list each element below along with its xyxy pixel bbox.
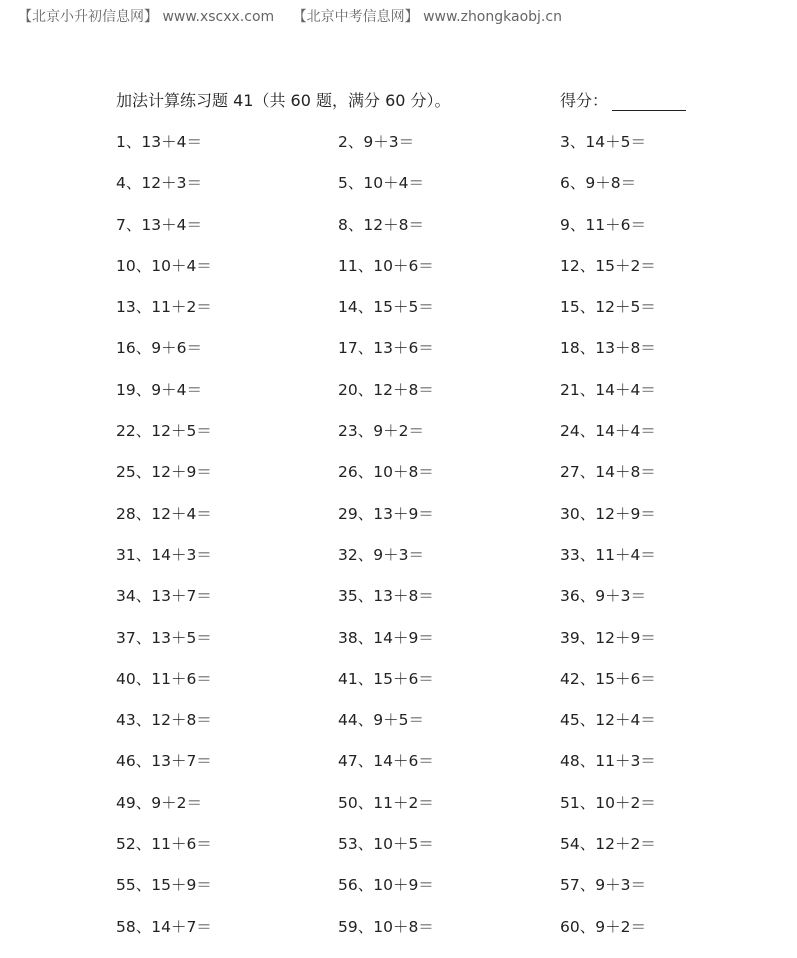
problem-row — [116, 130, 696, 171]
problem-item: 1、13＋4＝ — [116, 133, 202, 151]
header-link-xscxx[interactable]: 【北京小升初信息网】 www.xscxx.com — [18, 9, 275, 25]
problem-item: 4、12＋3＝ — [116, 174, 202, 193]
problem-item: 57、9＋3＝ — [560, 876, 646, 895]
problem-row — [116, 295, 696, 336]
problem-item: 34、13＋7＝ — [116, 587, 212, 606]
problem-row — [116, 502, 696, 543]
problem-item: 13、11＋2＝ — [116, 298, 212, 317]
problem-row — [116, 213, 696, 254]
problem-item: 23、9＋2＝ — [338, 422, 424, 441]
problem-item: 19、9＋4＝ — [116, 380, 202, 399]
problem-item: 28、12＋4＝ — [116, 504, 212, 523]
title-row — [116, 88, 696, 110]
problem-item: 5、10＋4＝ — [338, 174, 424, 193]
problem-item: 12、15＋2＝ — [560, 256, 656, 275]
problem-row — [116, 171, 696, 212]
problem-item: 25、12＋9＝ — [116, 463, 212, 482]
problem-row — [116, 626, 696, 667]
problem-item: 8、12＋8＝ — [338, 215, 424, 234]
problem-item: 3、14＋5＝ — [560, 133, 646, 151]
problem-item: 2、9＋3＝ — [338, 133, 415, 151]
problem-item: 21、14＋4＝ — [560, 380, 656, 399]
problem-row — [116, 584, 696, 625]
problem-item: 30、12＋9＝ — [560, 504, 656, 523]
problem-row — [116, 419, 696, 460]
problem-item: 39、12＋9＝ — [560, 628, 656, 647]
problem-item: 38、14＋9＝ — [338, 628, 434, 647]
score-blank[interactable] — [612, 94, 686, 111]
problem-item: 33、11＋4＝ — [560, 545, 656, 564]
problem-row — [116, 749, 696, 790]
problem-item: 58、14＋7＝ — [116, 917, 212, 936]
problem-row — [116, 336, 696, 377]
problem-row — [116, 667, 696, 708]
problem-item: 46、13＋7＝ — [116, 752, 212, 771]
problem-item: 20、12＋8＝ — [338, 380, 434, 399]
problem-item: 18、13＋8＝ — [560, 339, 656, 358]
problem-item: 52、11＋6＝ — [116, 835, 212, 854]
problem-item: 10、10＋4＝ — [116, 256, 212, 275]
problem-item: 15、12＋5＝ — [560, 298, 656, 317]
problem-item: 40、11＋6＝ — [116, 669, 212, 688]
problem-row — [116, 543, 696, 584]
problem-row — [116, 708, 696, 749]
problem-row — [116, 832, 696, 873]
problem-item: 22、12＋5＝ — [116, 422, 212, 441]
problem-item: 41、15＋6＝ — [338, 669, 434, 688]
problem-item: 44、9＋5＝ — [338, 711, 424, 730]
problem-item: 37、13＋5＝ — [116, 628, 212, 647]
problem-item: 55、15＋9＝ — [116, 876, 212, 895]
problem-item: 24、14＋4＝ — [560, 422, 656, 441]
problem-item: 43、12＋8＝ — [116, 711, 212, 730]
worksheet-title: 加法计算练习题 41（共 60 题，满分 60 分）。 — [116, 91, 451, 110]
problem-item: 42、15＋6＝ — [560, 669, 656, 688]
problem-item: 48、11＋3＝ — [560, 752, 656, 771]
problem-grid — [116, 130, 696, 956]
problem-item: 7、13＋4＝ — [116, 215, 202, 234]
problem-row — [116, 915, 696, 956]
problem-item: 9、11＋6＝ — [560, 215, 646, 234]
problem-item: 49、9＋2＝ — [116, 793, 202, 812]
problem-item: 59、10＋8＝ — [338, 917, 434, 936]
score-field — [560, 88, 686, 111]
problem-item: 36、9＋3＝ — [560, 587, 646, 606]
problem-item: 45、12＋4＝ — [560, 711, 656, 730]
problem-item: 32、9＋3＝ — [338, 545, 424, 564]
problem-item: 16、9＋6＝ — [116, 339, 202, 358]
problem-item: 53、10＋5＝ — [338, 835, 434, 854]
problem-row — [116, 460, 696, 501]
problem-item: 27、14＋8＝ — [560, 463, 656, 482]
problem-item: 51、10＋2＝ — [560, 793, 656, 812]
problem-item: 47、14＋6＝ — [338, 752, 434, 771]
problem-item: 17、13＋6＝ — [338, 339, 434, 358]
problem-item: 31、14＋3＝ — [116, 545, 212, 564]
problem-item: 50、11＋2＝ — [338, 793, 434, 812]
problem-row — [116, 873, 696, 914]
problem-item: 56、10＋9＝ — [338, 876, 434, 895]
problem-item: 29、13＋9＝ — [338, 504, 434, 523]
problem-row — [116, 378, 696, 419]
problem-item: 54、12＋2＝ — [560, 835, 656, 854]
problem-row — [116, 254, 696, 295]
score-label: 得分： — [560, 91, 609, 110]
problem-item: 35、13＋8＝ — [338, 587, 434, 606]
problem-row — [116, 791, 696, 832]
problem-item: 14、15＋5＝ — [338, 298, 434, 317]
problem-item: 11、10＋6＝ — [338, 256, 434, 275]
problem-item: 60、9＋2＝ — [560, 917, 646, 936]
site-header — [18, 6, 576, 26]
problem-item: 6、9＋8＝ — [560, 174, 637, 193]
header-link-zhongkaobj[interactable]: 【北京中考信息网】 www.zhongkaobj.cn — [292, 9, 562, 25]
problem-item: 26、10＋8＝ — [338, 463, 434, 482]
